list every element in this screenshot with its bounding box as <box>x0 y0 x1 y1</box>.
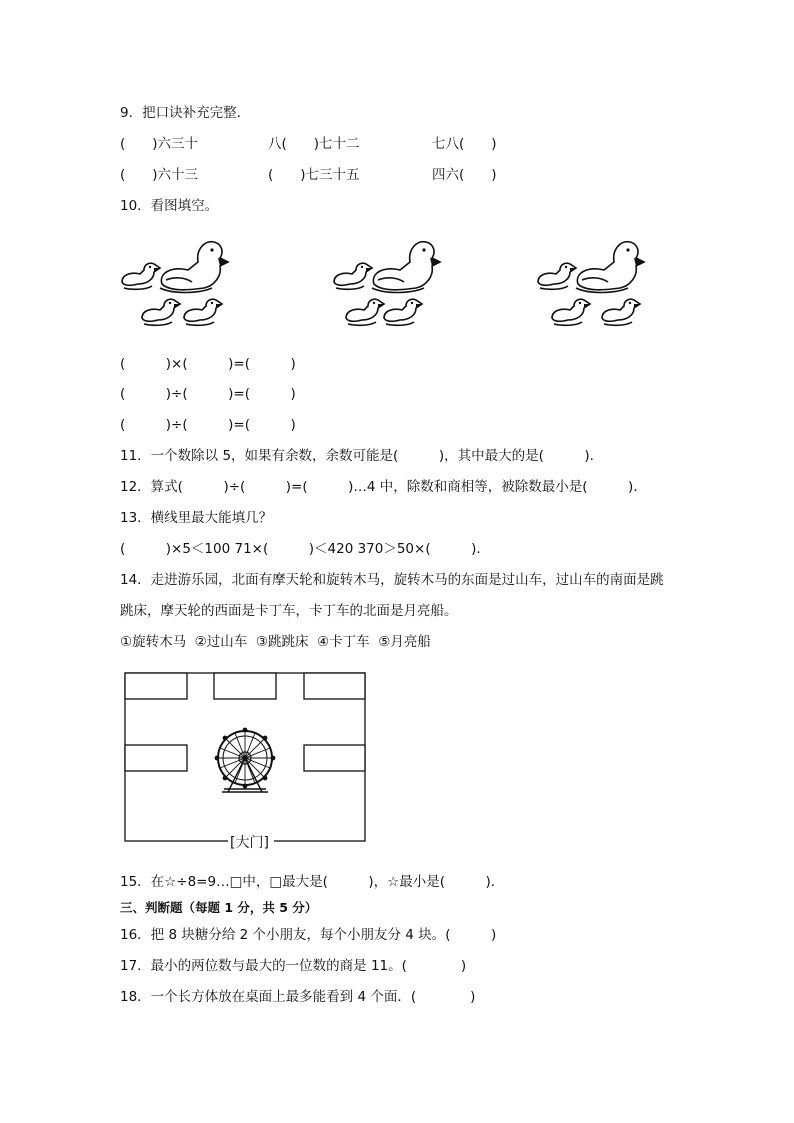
q15: 15．在☆÷8=9…□中，□最大是( )，☆最小是( )． <box>120 874 505 890</box>
q11: 11．一个数除以 5，如果有余数，余数可能是( )，其中最大的是( )． <box>120 448 604 464</box>
park-slot-top-left <box>125 673 187 699</box>
q10-eq1: ( )×( )=( ) <box>120 356 296 372</box>
park-map <box>124 672 366 842</box>
section-3-heading: 三、判断题（每题 1 分，共 5 分） <box>120 900 318 915</box>
q9-r1c3: 七八( ) <box>432 136 497 152</box>
q10-title: 10．看图填空。 <box>120 198 219 214</box>
q16: 16．把 8 块糖分给 2 个小朋友，每个小朋友分 4 块。( ) <box>120 927 497 943</box>
q9-r1c2: 八( )七十二 <box>268 136 360 152</box>
duck-group-3-icon <box>534 232 646 336</box>
q9-r2c2: ( )七三十五 <box>268 167 360 183</box>
q9-title: 9．把口诀补充完整． <box>120 105 251 121</box>
q18: 18．一个长方体放在桌面上最多能看到 4 个面．( ) <box>120 989 476 1005</box>
q13-title: 13．横线里最大能填几？ <box>120 510 273 526</box>
q14-options: ①旋转木马 ②过山车 ③跳跳床 ④卡丁车 ⑤月亮船 <box>120 634 431 650</box>
q10-eq3: ( )÷( )=( ) <box>120 417 296 433</box>
q14-line1: 14．走进游乐园，北面有摩天轮和旋转木马，旋转木马的东面是过山车，过山车的南面是跳 <box>120 572 664 588</box>
park-slot-top-center <box>214 673 276 699</box>
q9-r2c3: 四六( ) <box>432 167 497 183</box>
park-slot-top-right <box>304 673 365 699</box>
q12: 12．算式( )÷( )=( )…4 中，除数和商相等，被除数最小是( )． <box>120 479 647 495</box>
park-gate-label: [大门] <box>230 835 269 851</box>
q13-body: ( )×5＜100 71×( )＜420 370＞50×( )． <box>120 541 490 557</box>
q9-r2c1: ( )六十三 <box>120 167 199 183</box>
park-slot-mid-right <box>304 745 365 771</box>
q17: 17．最小的两位数与最大的一位数的商是 11。( ) <box>120 958 467 974</box>
duck-group-2-icon <box>330 232 442 336</box>
duck-group-1-icon <box>118 232 230 336</box>
park-slot-mid-left <box>125 745 187 771</box>
q10-eq2: ( )÷( )=( ) <box>120 386 296 402</box>
q14-line2: 跳床，摩天轮的西面是卡丁车，卡丁车的北面是月亮船。 <box>120 603 458 619</box>
q9-r1c1: ( )六三十 <box>120 136 199 152</box>
